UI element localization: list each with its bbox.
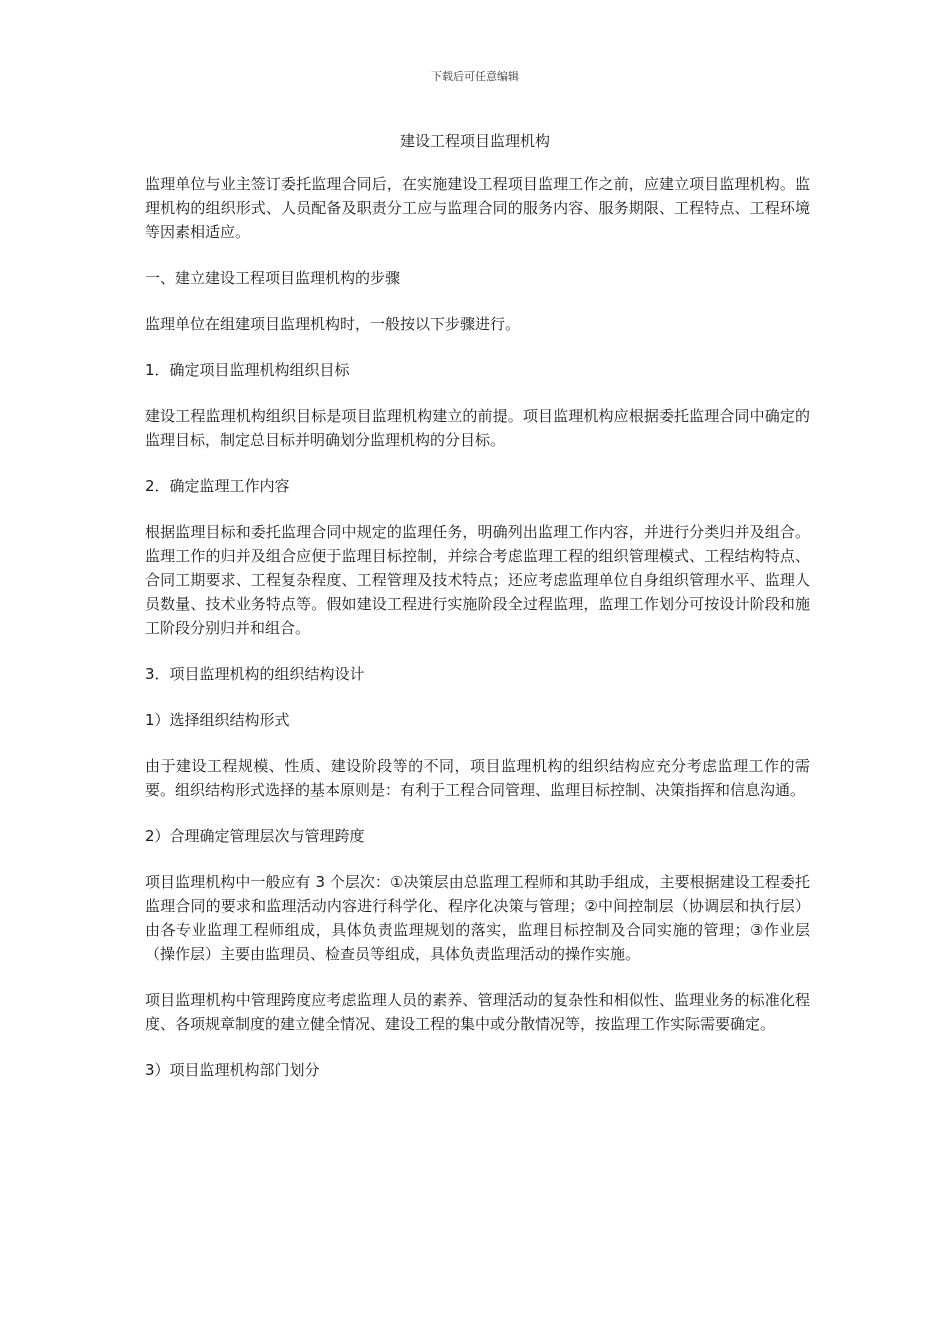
sub-subheading-2: 2）合理确定管理层次与管理跨度 (145, 827, 365, 845)
subheading-2: 2．确定监理工作内容 (145, 477, 290, 495)
section-heading-1: 一、建立建设工程项目监理机构的步骤 (145, 269, 401, 287)
paragraph: 建设工程监理机构组织目标是项目监理机构建立的前提。项目监理机构应根据委托监理合同中确定的监理目标，制定总目标并明确划分监理机构的分目标。 (145, 407, 810, 449)
paragraph: 由于建设工程规模、性质、建设阶段等的不同，项目监理机构的组织结构应充分考虑监理工作的需要。组织结构形式选择的基本原则是：有利于工程合同管理、监理目标控制、决策指挥和信息沟通。 (145, 757, 810, 799)
paragraph: 根据监理目标和委托监理合同中规定的监理任务，明确列出监理工作内容，并进行分类归并及组合。监理工作的归并及组合应便于监理目标控制，并综合考虑监理工程的组织管理模式、工程结构特点、合同工期要求、工程复杂程度、工程管理及技术特点；还应考虑监理单位自身组织管理水平、监理人员数量、技术业务特点等。假如建设工程进行实施阶段全过程监理，监理工作划分可按设计阶段和施工阶段分别归并和组合。 (145, 523, 810, 637)
paragraph: 项目监理机构中管理跨度应考虑监理人员的素养、管理活动的复杂性和相似性、监理业务的标准化程度、各项规章制度的建立健全情况、建设工程的集中或分散情况等，按监理工作实际需要确定。 (145, 991, 810, 1033)
document-body (145, 172, 810, 1104)
header-note: 下载后可任意编辑 (431, 70, 519, 83)
sub-subheading-3: 3）项目监理机构部门划分 (145, 1061, 320, 1079)
sub-subheading-1: 1）选择组织结构形式 (145, 711, 290, 729)
subheading-3: 3．项目监理机构的组织结构设计 (145, 665, 365, 683)
subheading-1: 1．确定项目监理机构组织目标 (145, 361, 350, 379)
intro-paragraph: 监理单位与业主签订委托监理合同后，在实施建设工程项目监理工作之前，应建立项目监理机构。监理机构的组织形式、人员配备及职责分工应与监理合同的服务内容、服务期限、工程特点、工程环境等因素相适应。 (145, 175, 810, 241)
document-title: 建设工程项目监理机构 (399, 132, 550, 150)
paragraph: 项目监理机构中一般应有 3 个层次：①决策层由总监理工程师和其助手组成，主要根据建设工程委托监理合同的要求和监理活动内容进行科学化、程序化决策与管理；②中间控制层（协调层和执行层）由各专业监理工程师组成，具体负责监理规划的落实，监理目标控制及合同实施的管理；③作业层（操作层）主要由监理员、检查员等组成，具体负责监理活动的操作实施。 (145, 873, 810, 963)
paragraph: 监理单位在组建项目监理机构时，一般按以下步骤进行。 (145, 315, 521, 333)
